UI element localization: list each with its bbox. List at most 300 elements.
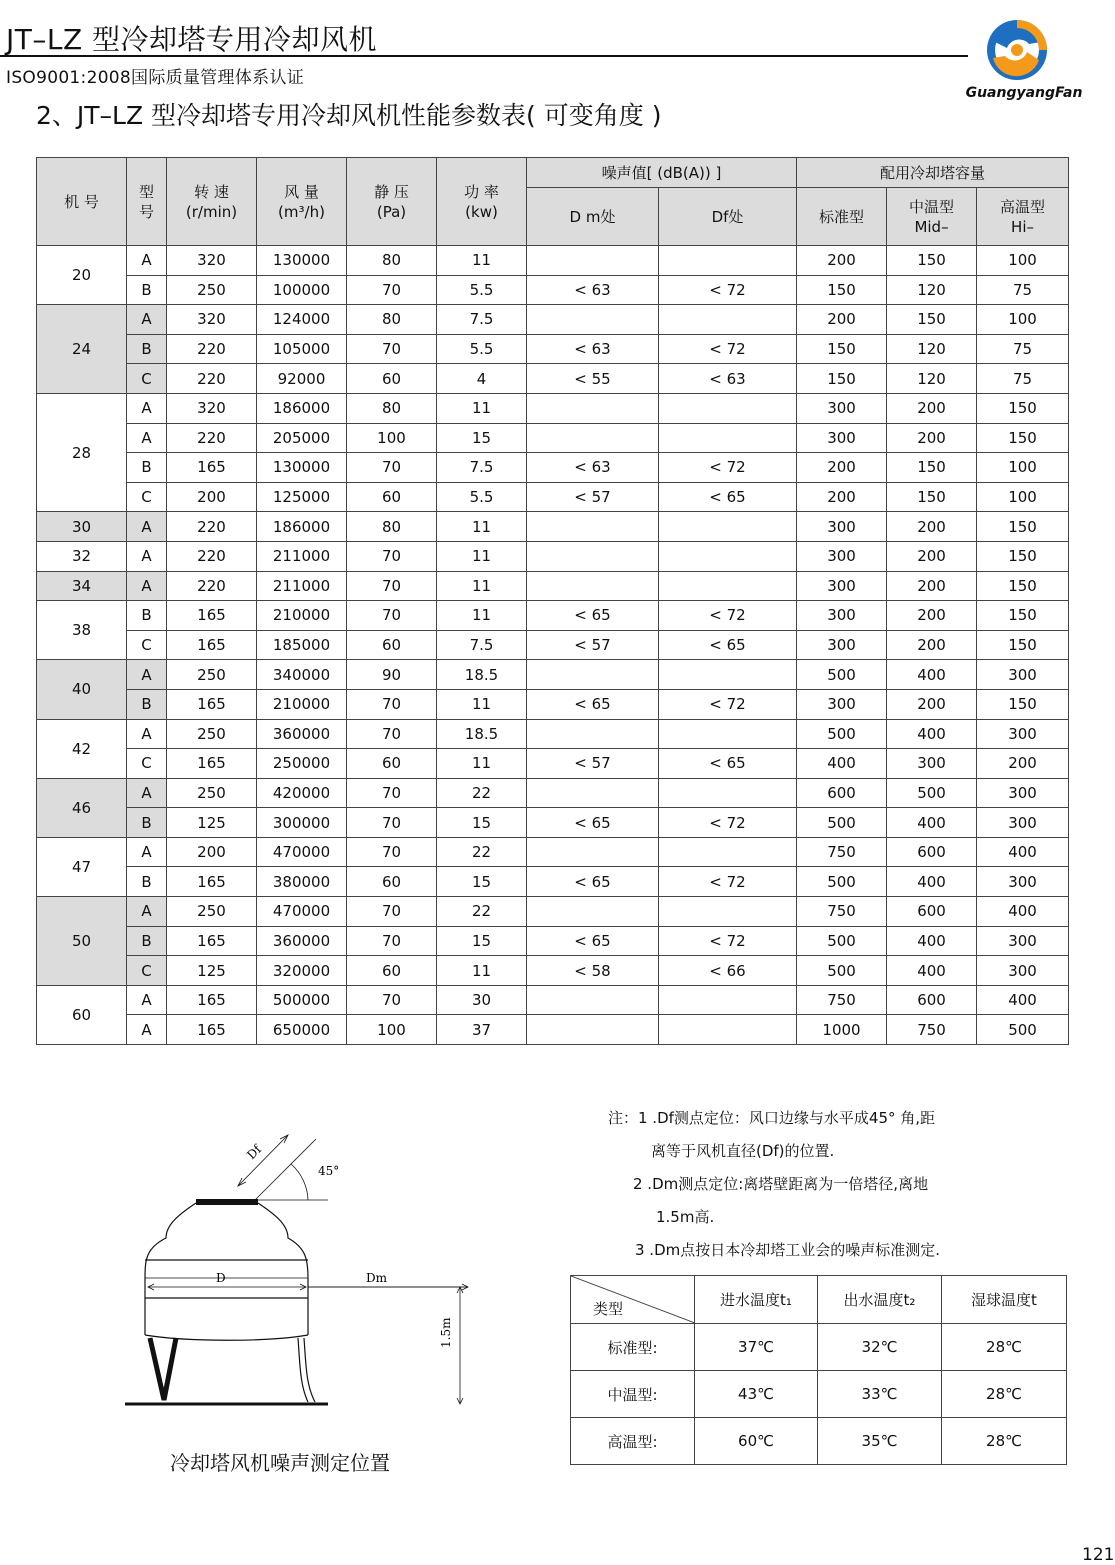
cap-high-cell: 500 [977,1015,1069,1045]
table-row [37,719,1069,749]
cap-high-cell: 150 [977,512,1069,542]
static-pressure-cell: 60 [347,956,437,986]
static-pressure-cell: 60 [347,630,437,660]
machine-no-cell: 30 [37,512,127,542]
power-cell: 11 [437,246,527,276]
airflow-cell: 205000 [257,423,347,453]
table-row [37,305,1069,335]
corner-label: 类型 [593,1300,624,1318]
cap-standard-cell: 750 [797,985,887,1015]
cap-standard-cell: 200 [797,305,887,335]
cap-high-cell: 150 [977,541,1069,571]
static-pressure-cell: 70 [347,926,437,956]
cap-standard-cell: 300 [797,571,887,601]
cap-mid-cell: 200 [887,512,977,542]
speed-cell: 320 [167,305,257,335]
cap-high-cell: 300 [977,778,1069,808]
speed-cell: 165 [167,630,257,660]
title-divider [0,55,968,57]
cap-standard-cell: 400 [797,749,887,779]
cap-high-cell: 400 [977,837,1069,867]
power-cell: 11 [437,956,527,986]
table-row [37,926,1069,956]
noise-dm-cell: < 65 [527,867,659,897]
noise-dm-cell: < 57 [527,482,659,512]
static-pressure-cell: 70 [347,778,437,808]
type-cell: A [127,571,167,601]
noise-dm-cell [527,512,659,542]
airflow-cell: 300000 [257,808,347,838]
note-line: 2 .Dm测点定位:离塔壁距离为一倍塔径,离地 [633,1175,929,1193]
power-cell: 11 [437,601,527,631]
cap-mid-cell: 200 [887,423,977,453]
power-cell: 15 [437,867,527,897]
table-row [37,512,1069,542]
power-cell: 4 [437,364,527,394]
label-d: D [216,1271,226,1285]
cap-standard-cell: 300 [797,423,887,453]
machine-no-cell: 34 [37,571,127,601]
header-wet-bulb-temp: 湿球温度t [942,1276,1067,1324]
airflow-cell: 320000 [257,956,347,986]
type-cell: C [127,630,167,660]
temp-value: 60℃ [695,1418,818,1465]
power-cell: 5.5 [437,334,527,364]
noise-df-cell: < 72 [659,808,797,838]
noise-df-cell [659,512,797,542]
noise-df-cell [659,571,797,601]
cap-high-cell: 75 [977,275,1069,305]
cap-mid-cell: 120 [887,364,977,394]
cap-mid-cell: 400 [887,808,977,838]
table-row [37,897,1069,927]
noise-dm-cell [527,571,659,601]
cap-mid-cell: 150 [887,482,977,512]
type-cell: A [127,305,167,335]
label-angle: 45° [318,1164,340,1178]
table-row [37,749,1069,779]
performance-table [36,157,1069,1045]
type-cell: B [127,453,167,483]
cap-mid-cell: 150 [887,453,977,483]
machine-no-cell: 47 [37,837,127,896]
machine-no-cell: 24 [37,305,127,394]
table-row [37,630,1069,660]
type-cell: C [127,482,167,512]
cap-mid-cell: 400 [887,926,977,956]
cap-high-cell: 400 [977,897,1069,927]
machine-no-cell: 40 [37,660,127,719]
cap-mid-cell: 300 [887,749,977,779]
airflow-cell: 130000 [257,246,347,276]
static-pressure-cell: 80 [347,393,437,423]
static-pressure-cell: 80 [347,512,437,542]
cap-standard-cell: 600 [797,778,887,808]
machine-no-cell: 46 [37,778,127,837]
cap-standard-cell: 200 [797,482,887,512]
noise-dm-cell: < 63 [527,275,659,305]
power-cell: 11 [437,393,527,423]
table-row [37,334,1069,364]
power-cell: 11 [437,512,527,542]
cap-mid-cell: 150 [887,305,977,335]
temperature-row [571,1418,1067,1465]
airflow-cell: 380000 [257,867,347,897]
temp-value: 28℃ [942,1371,1067,1418]
noise-dm-cell [527,778,659,808]
power-cell: 11 [437,571,527,601]
type-cell: A [127,1015,167,1045]
cap-standard-cell: 200 [797,453,887,483]
type-cell: B [127,275,167,305]
type-label: 标准型: [571,1324,695,1371]
type-cell: A [127,512,167,542]
power-cell: 7.5 [437,305,527,335]
speed-cell: 250 [167,275,257,305]
cap-standard-cell: 300 [797,393,887,423]
cap-mid-cell: 600 [887,985,977,1015]
static-pressure-cell: 70 [347,897,437,927]
static-pressure-cell: 60 [347,749,437,779]
temp-value: 28℃ [942,1418,1067,1465]
static-pressure-cell: 90 [347,660,437,690]
cap-standard-cell: 500 [797,926,887,956]
table-row [37,393,1069,423]
power-cell: 11 [437,749,527,779]
noise-df-cell: < 65 [659,749,797,779]
speed-cell: 220 [167,512,257,542]
header-high: 高温型 Hi– [977,188,1069,246]
power-cell: 5.5 [437,275,527,305]
cap-mid-cell: 200 [887,393,977,423]
cap-standard-cell: 300 [797,541,887,571]
cap-high-cell: 75 [977,334,1069,364]
note-line: 1.5m高. [656,1208,715,1226]
noise-dm-cell [527,985,659,1015]
power-cell: 30 [437,985,527,1015]
speed-cell: 165 [167,689,257,719]
speed-cell: 220 [167,364,257,394]
temp-value: 37℃ [695,1324,818,1371]
cap-high-cell: 75 [977,364,1069,394]
cap-standard-cell: 750 [797,837,887,867]
noise-dm-cell [527,897,659,927]
note-line: 3 .Dm点按日本冷却塔工业会的噪声标准测定. [635,1241,941,1259]
noise-df-cell: < 72 [659,689,797,719]
noise-dm-cell [527,305,659,335]
noise-df-cell [659,1015,797,1045]
type-cell: B [127,601,167,631]
header-mid: 中温型 Mid– [887,188,977,246]
header-inlet-temp: 进水温度t₁ [695,1276,818,1324]
noise-df-cell: < 65 [659,630,797,660]
static-pressure-cell: 60 [347,867,437,897]
type-label: 中温型: [571,1371,695,1418]
type-cell: A [127,837,167,867]
cap-standard-cell: 300 [797,689,887,719]
header-airflow: 风 量 (m³/h) [257,158,347,246]
noise-df-cell: < 72 [659,867,797,897]
table-row [37,837,1069,867]
speed-cell: 250 [167,719,257,749]
cap-mid-cell: 200 [887,571,977,601]
header-noise-group: 噪声值[ (dB(A)) ] [527,158,797,188]
power-cell: 7.5 [437,630,527,660]
cap-high-cell: 300 [977,660,1069,690]
cap-high-cell: 150 [977,601,1069,631]
certification-line: ISO9001:2008国际质量管理体系认证 [6,68,305,88]
table-row [37,453,1069,483]
static-pressure-cell: 100 [347,423,437,453]
speed-cell: 250 [167,778,257,808]
airflow-cell: 420000 [257,778,347,808]
cap-mid-cell: 400 [887,956,977,986]
speed-cell: 165 [167,601,257,631]
speed-cell: 165 [167,985,257,1015]
machine-no-cell: 50 [37,897,127,986]
static-pressure-cell: 70 [347,541,437,571]
static-pressure-cell: 70 [347,985,437,1015]
header-static-pressure: 静 压 (Pa) [347,158,437,246]
airflow-cell: 340000 [257,660,347,690]
airflow-cell: 211000 [257,541,347,571]
header-df: Df处 [659,188,797,246]
airflow-cell: 186000 [257,512,347,542]
airflow-cell: 124000 [257,305,347,335]
static-pressure-cell: 70 [347,689,437,719]
noise-df-cell: < 72 [659,601,797,631]
airflow-cell: 130000 [257,453,347,483]
noise-dm-cell: < 65 [527,808,659,838]
power-cell: 37 [437,1015,527,1045]
type-cell: A [127,423,167,453]
airflow-cell: 360000 [257,926,347,956]
noise-dm-cell [527,1015,659,1045]
airflow-cell: 186000 [257,393,347,423]
table-row [37,571,1069,601]
table-row [37,246,1069,276]
type-cell: A [127,246,167,276]
cap-high-cell: 300 [977,956,1069,986]
cap-high-cell: 150 [977,630,1069,660]
cap-high-cell: 300 [977,926,1069,956]
cap-mid-cell: 200 [887,541,977,571]
noise-dm-cell: < 65 [527,689,659,719]
power-cell: 22 [437,897,527,927]
speed-cell: 125 [167,956,257,986]
airflow-cell: 250000 [257,749,347,779]
noise-df-cell: < 63 [659,364,797,394]
static-pressure-cell: 70 [347,571,437,601]
airflow-cell: 100000 [257,275,347,305]
noise-dm-cell: < 55 [527,364,659,394]
static-pressure-cell: 80 [347,305,437,335]
machine-no-cell: 20 [37,246,127,305]
static-pressure-cell: 80 [347,246,437,276]
noise-dm-cell [527,423,659,453]
table-row [37,482,1069,512]
header-type: 型 号 [127,158,167,246]
type-cell: B [127,926,167,956]
type-cell: A [127,985,167,1015]
speed-cell: 250 [167,660,257,690]
airflow-cell: 211000 [257,571,347,601]
cap-high-cell: 100 [977,246,1069,276]
cap-mid-cell: 600 [887,897,977,927]
noise-dm-cell: < 58 [527,956,659,986]
noise-dm-cell: < 65 [527,601,659,631]
noise-dm-cell: < 63 [527,334,659,364]
noise-dm-cell [527,837,659,867]
table-row [37,1015,1069,1045]
speed-cell: 165 [167,749,257,779]
speed-cell: 200 [167,837,257,867]
cap-standard-cell: 750 [797,897,887,927]
noise-df-cell [659,778,797,808]
speed-cell: 200 [167,482,257,512]
type-cell: B [127,867,167,897]
power-cell: 5.5 [437,482,527,512]
table-row [37,541,1069,571]
type-cell: A [127,660,167,690]
header-capacity-group: 配用冷却塔容量 [797,158,1069,188]
type-cell: A [127,719,167,749]
noise-df-cell [659,837,797,867]
speed-cell: 320 [167,393,257,423]
notes-block [608,1102,940,1267]
temperature-row [571,1371,1067,1418]
airflow-cell: 125000 [257,482,347,512]
noise-df-cell: < 72 [659,926,797,956]
power-cell: 18.5 [437,660,527,690]
type-cell: B [127,808,167,838]
speed-cell: 320 [167,246,257,276]
speed-cell: 250 [167,897,257,927]
airflow-cell: 360000 [257,719,347,749]
noise-df-cell [659,660,797,690]
airflow-cell: 470000 [257,837,347,867]
static-pressure-cell: 60 [347,364,437,394]
temp-value: 35℃ [818,1418,942,1465]
power-cell: 11 [437,689,527,719]
power-cell: 15 [437,423,527,453]
cap-mid-cell: 200 [887,630,977,660]
cap-high-cell: 150 [977,393,1069,423]
type-cell: A [127,541,167,571]
type-cell: C [127,956,167,986]
power-cell: 22 [437,837,527,867]
machine-no-cell: 42 [37,719,127,778]
cap-mid-cell: 150 [887,246,977,276]
type-cell: A [127,778,167,808]
noise-df-cell [659,305,797,335]
header-machine-no: 机 号 [37,158,127,246]
header-power: 功 率 (kw) [437,158,527,246]
static-pressure-cell: 70 [347,334,437,364]
noise-dm-cell [527,541,659,571]
noise-dm-cell: < 65 [527,926,659,956]
cap-mid-cell: 120 [887,334,977,364]
temp-value: 28℃ [942,1324,1067,1371]
power-cell: 18.5 [437,719,527,749]
performance-table-body [37,246,1069,1045]
noise-df-cell: < 72 [659,453,797,483]
noise-df-cell: < 72 [659,275,797,305]
power-cell: 22 [437,778,527,808]
diagram-caption: 冷却塔风机噪声测定位置 [170,1451,390,1475]
cap-mid-cell: 120 [887,275,977,305]
noise-dm-cell [527,719,659,749]
type-label: 高温型: [571,1418,695,1465]
cap-mid-cell: 400 [887,867,977,897]
table-row [37,956,1069,986]
noise-df-cell [659,541,797,571]
noise-dm-cell [527,393,659,423]
note-line: 注：1 .Df测点定位：风口边缘与水平成45° 角,距 [608,1109,936,1127]
static-pressure-cell: 70 [347,719,437,749]
temp-value: 43℃ [695,1371,818,1418]
type-cell: B [127,334,167,364]
power-cell: 7.5 [437,453,527,483]
temperature-table [570,1275,1067,1465]
cap-standard-cell: 200 [797,246,887,276]
table-row [37,808,1069,838]
noise-df-cell: < 65 [659,482,797,512]
temperature-row [571,1324,1067,1371]
label-dm: Dm [366,1271,387,1285]
logo-mark-icon [955,12,1100,92]
cap-mid-cell: 600 [887,837,977,867]
cap-standard-cell: 150 [797,275,887,305]
cap-high-cell: 150 [977,571,1069,601]
cap-mid-cell: 400 [887,719,977,749]
table-row [37,423,1069,453]
header-outlet-temp: 出水温度t₂ [818,1276,942,1324]
table-row [37,867,1069,897]
section-title: 2、JT–LZ 型冷却塔专用冷却风机性能参数表( 可变角度 ) [36,101,662,130]
static-pressure-cell: 100 [347,1015,437,1045]
airflow-cell: 105000 [257,334,347,364]
power-cell: 15 [437,926,527,956]
cap-standard-cell: 1000 [797,1015,887,1045]
cap-high-cell: 150 [977,689,1069,719]
noise-dm-cell [527,246,659,276]
airflow-cell: 210000 [257,689,347,719]
table-row [37,985,1069,1015]
cap-high-cell: 150 [977,423,1069,453]
cap-standard-cell: 500 [797,660,887,690]
speed-cell: 165 [167,867,257,897]
speed-cell: 165 [167,1015,257,1045]
page-number: 121 [1082,1545,1115,1565]
cap-mid-cell: 500 [887,778,977,808]
table-row [37,778,1069,808]
airflow-cell: 650000 [257,1015,347,1045]
cap-high-cell: 100 [977,482,1069,512]
label-df: Df [244,1142,265,1163]
type-cell: A [127,897,167,927]
type-cell: C [127,749,167,779]
table-row [37,689,1069,719]
cap-high-cell: 200 [977,749,1069,779]
cap-standard-cell: 500 [797,808,887,838]
type-cell: A [127,393,167,423]
label-height: 1.5m [439,1317,453,1348]
noise-df-cell [659,719,797,749]
speed-cell: 125 [167,808,257,838]
noise-measurement-diagram [118,1120,483,1420]
machine-no-cell: 28 [37,393,127,511]
